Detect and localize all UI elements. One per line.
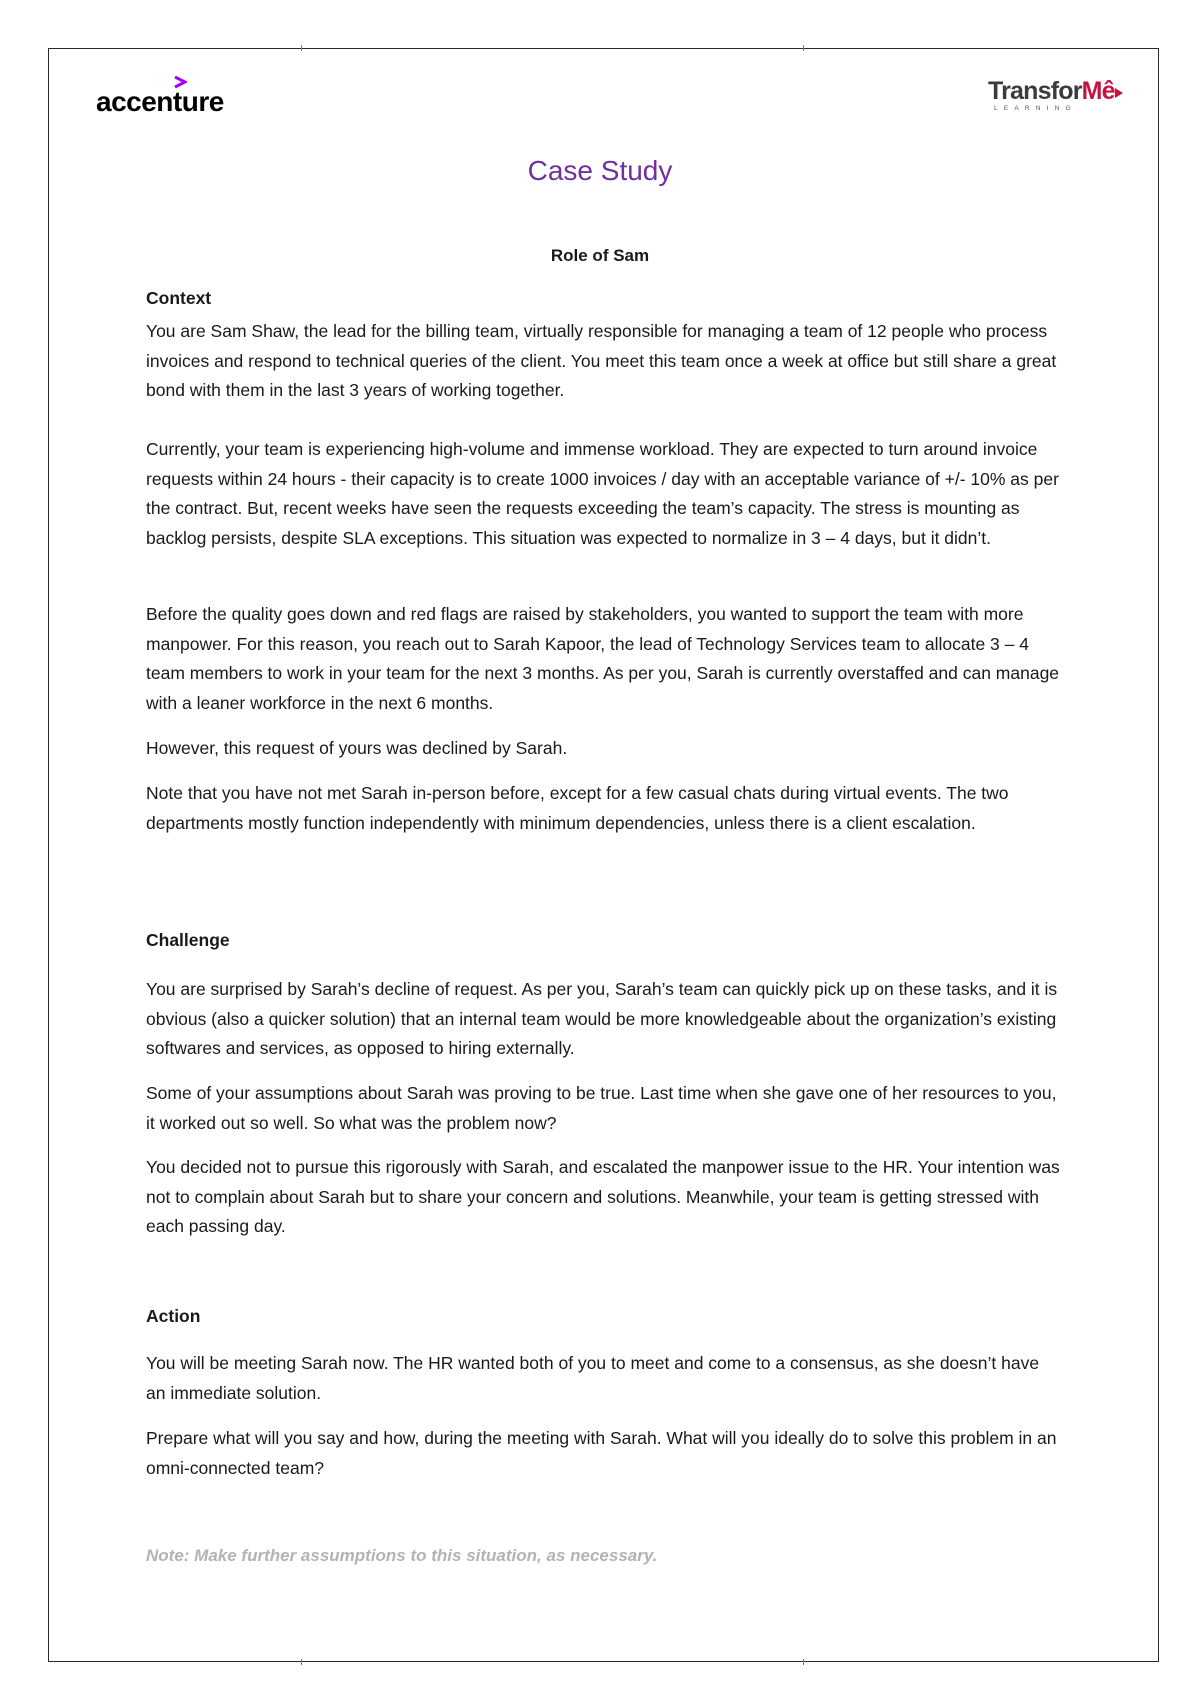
transforme-wordmark-accent: Mê	[1081, 77, 1115, 105]
page-border	[48, 48, 1159, 1662]
accenture-logo	[96, 78, 256, 122]
frame-tick	[301, 45, 302, 51]
footnote: Note: Make further assumptions to this situation, as necessary.	[146, 1546, 658, 1565]
page-title: Case Study	[527, 155, 673, 186]
context-paragraph: Note that you have not met Sarah in-person before, except for a few casual chats during virtual events. The two departments mostly function independently with minimum dependencies, unless there is a client escalation.	[146, 783, 1009, 833]
challenge-heading: Challenge	[146, 930, 230, 950]
transforme-subtext: LEARNING	[994, 105, 1077, 112]
transforme-wordmark	[988, 77, 1115, 106]
transforme-wordmark-main: Transfor	[988, 77, 1082, 105]
frame-tick	[301, 1659, 302, 1665]
context-heading: Context	[146, 288, 212, 308]
context-paragraph: However, this request of yours was declined by Sarah.	[146, 738, 568, 758]
page-subtitle: Role of Sam	[550, 246, 650, 265]
action-paragraph: You will be meeting Sarah now. The HR wanted both of you to meet and come to a consensus, as she doesn’t have an immediate solution.	[146, 1353, 1040, 1403]
frame-tick	[803, 45, 804, 51]
context-paragraph: Currently, your team is experiencing high-volume and immense workload. They are expected to turn around invoice requests within 24 hours - their capacity is to create 1000 invoices / day with an acceptable variance of +/- 10% as per the contract. But, recent weeks have seen the requests exceeding the team’s capacity. The stress is mounting as backlog persists, despite SLA exceptions. This situation was expected to normalize in 3 – 4 days, but it didn’t.	[146, 439, 1059, 548]
frame-tick	[803, 1659, 804, 1665]
action-heading: Action	[146, 1306, 201, 1326]
challenge-paragraph: You decided not to pursue this rigorously with Sarah, and escalated the manpower issue to the HR. Your intention was not to complain about Sarah but to share your concern and solutions. Meanwhile, your team is getting stressed with each passing day.	[146, 1157, 1060, 1236]
accenture-wordmark: accenture	[96, 86, 224, 117]
action-paragraph: Prepare what will you say and how, during the meeting with Sarah. What will you ideally do to solve this problem in an omni-connected team?	[146, 1428, 1057, 1478]
transforme-arrow-icon	[1114, 87, 1124, 99]
context-paragraph: Before the quality goes down and red flags are raised by stakeholders, you wanted to support the team with more manpower. For this reason, you reach out to Sarah Kapoor, the lead of Technology Services team to allocate 3 – 4 team members to work in your team for the next 3 months. As per you, Sarah is currently overstaffed and can manage with a leaner workforce in the next 6 months.	[146, 604, 1060, 713]
challenge-paragraph: Some of your assumptions about Sarah was proving to be true. Last time when she gave one of her resources to you, it worked out so well. So what was the problem now?	[146, 1083, 1057, 1133]
challenge-paragraph: You are surprised by Sarah’s decline of request. As per you, Sarah’s team can quickly pick up on these tasks, and it is obvious (also a quicker solution) that an internal team would be more knowledgeable about the organization’s existing softwares and services, as opposed to hiring externally.	[146, 979, 1058, 1058]
transforme-logo	[988, 77, 1128, 117]
context-paragraph: You are Sam Shaw, the lead for the billing team, virtually responsible for managing a team of 12 people who process invoices and respond to technical queries of the client. You meet this team once a week at office but still share a great bond with them in the last 3 years of working together.	[146, 321, 1057, 400]
